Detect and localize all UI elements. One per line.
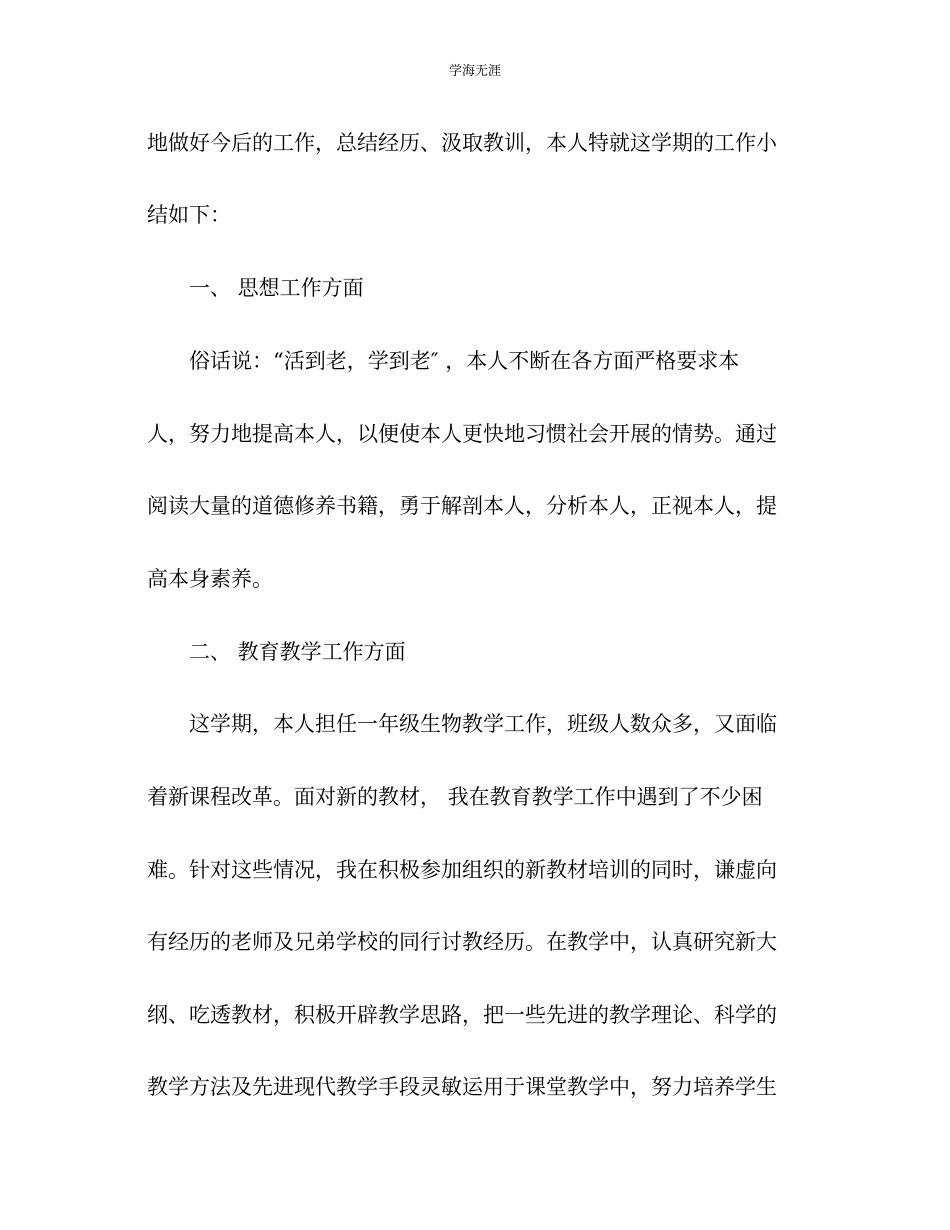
text-line: 俗话说：“活到老，学到老″ ，本人不断在各方面严格要求本	[189, 349, 740, 373]
text-line: 人，努力地提高本人，以便使本人更快地习惯社会开展的情势。通过	[147, 422, 777, 446]
text-line: 纲、吃透教材，积极开辟教学思路，把一些先进的教学理论、科学的	[147, 1003, 777, 1027]
text-line: 地做好今后的工作，总结经历、汲取教训，本人特就这学期的工作小	[147, 131, 777, 155]
text-line: 结如下：	[147, 203, 231, 227]
text-line: 有经历的老师及兄弟学校的同行讨教经历。在教学中，认真研究新大	[147, 930, 777, 954]
text-line: 难。针对这些情况，我在积极参加组织的新教材培训的同时，谦虚向	[147, 858, 777, 882]
page-header: 学海无涯	[448, 64, 501, 79]
section-heading-1: 一、 思想工作方面	[189, 276, 364, 300]
text-line: 着新课程改革。面对新的教材， 我在教育教学工作中遇到了不少困	[147, 785, 763, 809]
text-line: 高本身素养。	[147, 567, 273, 591]
section-heading-2: 二、 教育教学工作方面	[189, 640, 406, 664]
text-line: 这学期，本人担任一年级生物教学工作，班级人数众多，又面临	[189, 712, 777, 736]
text-line: 教学方法及先进现代教学手段灵敏运用于课堂教学中，努力培养学生	[147, 1075, 777, 1099]
text-line: 阅读大量的道德修养书籍，勇于解剖本人，分析本人，正视本人，提	[147, 494, 777, 518]
